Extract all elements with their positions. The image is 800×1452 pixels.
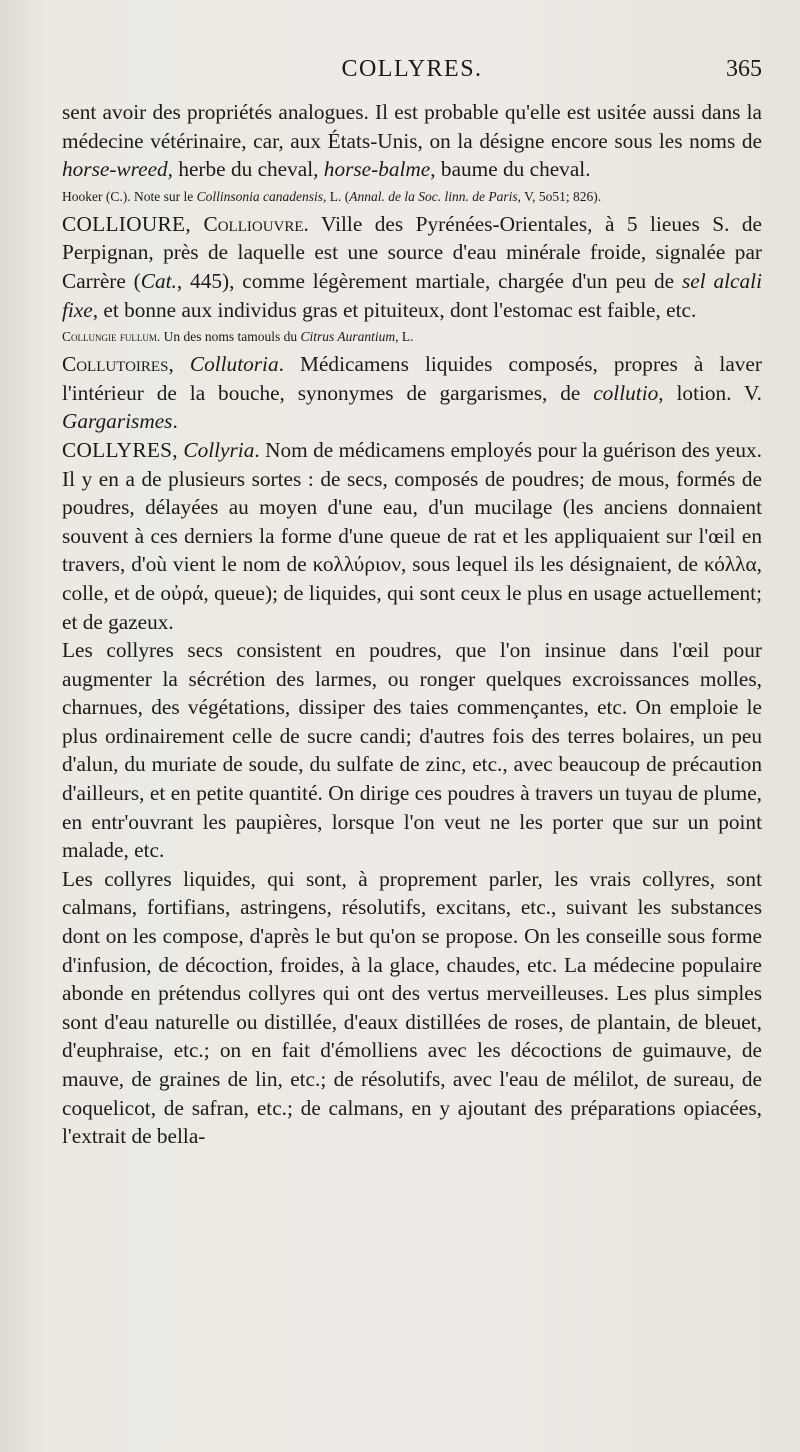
text-run: . Nom de médicamens employés pour la guérison des yeux. Il y en a de plusieurs sortes : de secs, composés de poudres; de mous, formés de poudres, délayées au moyen d'une eau, d'un mucilage (les anciens donnaient souvent à ces derniers la forme d'une queue de rat et les appliquaient sur l'œil en travers, d'où vient le nom de [62,437,762,577]
text-run: , V, 5o51; 826). [517,188,602,204]
entry-variant: Colliouvre [203,211,304,236]
text-run: . Ville des Pyrénées-Orientales, à 5 lieues S. de Perpignan, près de laquelle est une source d'eau minérale froide, signalée par Carrère ( [62,211,762,293]
greek-term: κόλλα [703,552,757,577]
entry-headword: Collutoires [62,352,169,377]
text-run: , sous lequel ils les désignaient, de [400,552,704,577]
italic-term: collutio [593,380,659,405]
italic-term: sel alcali fixe [62,268,762,322]
bibliographic-note [62,186,762,208]
entry-note-collungie [62,326,762,348]
entry-collyres [62,436,762,636]
text-run: . [172,409,178,434]
italic-term: Gargarismes [62,409,173,434]
page-number: 365 [726,56,762,82]
entry-headword: COLLIOURE, [62,211,191,236]
paragraph-liquid-collyres: Les collyres liquides, qui sont, à proprement parler, les vrais collyres, sont calmans, fortifians, astringens, résolutifs, excitans, etc., suivant les substances dont on les compose, d'après le but qu'on se propose. On les conseille sous forme d'infusion, de décoction, froides, à la glace, chaudes, etc. La médecine populaire abonde en prétendus collyres qui ont des vertus merveilleuses. Les plus simples sont d'eau naturelle ou distillée, d'eaux distillées de roses, de plantain, de bleuet, d'euphraise, etc.; on en fait d'émolliens avec les décoctions de guimauve, de mauve, de graines de lin, etc.; de résolutifs, avec l'eau de mélilot, de sureau, de coquelicot, de safran, etc.; de calmans, en y ajoutant des préparations opiacées, l'extrait de bella- [62,866,762,1149]
italic-term: Citrus Aurantium [300,329,396,345]
entry-collioure [62,210,762,324]
text-run: Hooker (C.). Note sur le [62,188,197,204]
text-run: , et bonne aux individus gras et pituiteux, dont l'estomac est faible, etc. [92,297,697,322]
text-run: . Un des noms tamouls du [156,329,301,345]
text-run: , baume du cheval. [430,157,591,182]
entry-headword: COLLYRES, [62,437,178,462]
text-run: , L. [395,329,414,345]
italic-term: horse-balme [323,157,431,182]
text-run: , colle, et de [62,552,762,605]
text-run: . Médicamens liquides composés, propres à laver l'intérieur de la bouche, synonymes de gargarismes, de [62,352,762,405]
italic-term: Annal. de la Soc. linn. de Paris [349,188,518,204]
italic-term: Collyria [183,437,255,462]
italic-term: Collutoria [189,352,279,377]
entry-collutoires [62,350,762,436]
text-run: , lotion. V. [658,380,762,405]
text-run: , queue); de liquides, qui sont ceux le plus en usage actuellement; et de gazeux. [62,580,763,634]
paragraph-dry-collyres: Les collyres secs consistent en poudres, que l'on insinue dans l'œil pour augmenter la sécrétion des larmes, ou ronger quelques excroissances molles, charnues, des végétations, dissiper des taies commençantes, etc. On emploie le plus ordinairement celle de sucre candi; d'autres fois des terres bolaires, un peu d'alun, du muriate de soude, du sulfate de zinc, etc., avec beaucoup de précaution d'ailleurs, et en petite quantité. On dirige ces poudres à travers un tuyau de plume, en entr'ouvrant les paupières, lorsque l'on veut ne les porter que sur un point malade, etc. [62,638,762,863]
page-header [62,56,762,92]
running-title: COLLYRES. [341,56,483,82]
text-run: herbe du cheval, [173,157,324,182]
italic-term: horse-wreed, [62,157,173,182]
text-run: , L. ( [322,188,350,204]
text-run: , 445), comme légèrement martiale, chargée d'un peu de [176,268,682,293]
entry-headword: Collungie fullum [62,329,157,345]
text-run: sent avoir des propriétés analogues. Il est probable qu'elle est usitée aussi dans la médecine vétérinaire, car, aux États-Unis, on la désigne encore sous les noms de [62,100,762,153]
italic-term: Cat. [140,268,177,293]
text-run: , [168,352,190,377]
greek-term: οὐρά [160,580,204,605]
body-text [62,98,762,1151]
italic-term: Collinsonia canadensis [196,188,323,204]
greek-term: κολλύριον [312,552,401,577]
paragraph-continuation [62,98,762,184]
